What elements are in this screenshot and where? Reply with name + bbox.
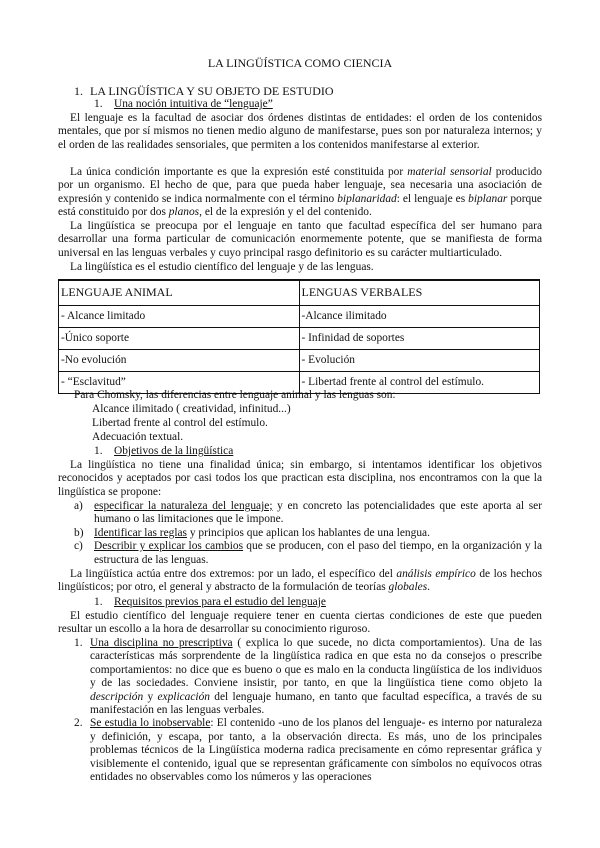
text-run: del lenguaje humano, en tanto que facultad específica, a través de su manifestación en las lenguas verbales.: [90, 690, 542, 717]
section-title: LA LINGÜÍSTICA Y SU OBJETO DE ESTUDIO: [90, 84, 334, 98]
list-marker: a): [74, 500, 83, 512]
paragraph-expresion: [58, 166, 542, 220]
list-marker: c): [74, 540, 83, 553]
italic-term: análisis empírico: [396, 568, 476, 580]
table-row: [59, 328, 540, 350]
section-number: 1.: [74, 84, 83, 98]
underlined-term: Describir y explicar los cambios: [94, 540, 244, 553]
subsection-number: 1.: [94, 445, 103, 457]
text-run: ( explica lo que sucede, no dicta comportamientos). Una de las características más sorprendente de la lingüística radica en que esta no da consejos o prescribe comportamientos: no dice que es bueno o que es malo en la conducta lingüística de los individuos y de las sociedades. Conviene insistir, por tanto, en que la lingüística tiene como objeto la: [90, 637, 542, 690]
text-run: de los hechos lingüísticos; por otro, el general y abstracto de la formulación de teorías: [58, 568, 543, 594]
text-run: La lingüística actúa entre dos extremos: por un lado, el específico del: [70, 568, 397, 580]
chomsky-item: Adecuación textual.: [92, 431, 184, 443]
text-run: .: [427, 581, 431, 594]
italic-term: explicación: [157, 690, 210, 703]
text-run: y en concreto las potencialidades que este aporta al ser humano o las limitaciones que le impone.: [94, 500, 542, 526]
table-row: [59, 306, 540, 328]
subsection-heading: [94, 98, 273, 111]
table-header: LENGUAS VERBALES: [299, 280, 540, 306]
subsection-title: Requisitos previos para el estudio del lenguaje: [114, 596, 326, 608]
italic-term: planos: [168, 206, 200, 219]
text-run: La única condición importante es que la expresión esté constituida por: [70, 166, 408, 178]
table-row: [59, 350, 540, 372]
text-run: y principios que aplican los hablantes de una lengua.: [186, 526, 430, 539]
comparison-table: [58, 279, 540, 394]
text-run: , el de la expresión y el del contenido.: [199, 206, 372, 219]
subsection-heading: [94, 445, 233, 458]
text-run: producido por un organismo. El hecho de que, para que pueda haber lenguaje, sea necesaria una asociación de expresión y contenido se indica normalmente con el término: [58, 166, 542, 205]
table-cell: - Infinidad de soportes: [299, 328, 540, 350]
requirements-list: [58, 637, 542, 784]
italic-term: globales: [388, 581, 428, 594]
section-heading: [74, 85, 334, 98]
subsection-title: Objetivos de la lingüística: [114, 445, 234, 457]
table-header-row: [59, 280, 540, 306]
italic-term: material sensorial: [407, 166, 492, 178]
text-run: : El contenido -uno de los planos del lenguaje- es interno por naturaleza y definición, y escapa, por tanto, a la observación directa. Es más, uno de los principales problemas técnicos de la Lingüística moderna radica precisamente en cómo representar gráfica y visiblemente el contenido, igual que se representan gráficamente con símbolos no equívocos otras entidades no observables como los números y las operaciones: [90, 717, 543, 784]
table-cell: - Evolución: [299, 350, 540, 372]
table-cell: -No evolución: [59, 350, 300, 372]
table-header: LENGUAJE ANIMAL: [59, 280, 300, 306]
text-run: : el lenguaje es: [396, 192, 469, 205]
paragraph-definicion-linguistica: La lingüística es el estudio científico del lenguaje y de las lenguas.: [70, 261, 374, 273]
list-marker: b): [74, 526, 84, 539]
chomsky-item: Alcance ilimitado ( creatividad, infinitud...): [92, 403, 291, 415]
list-marker: 2.: [74, 717, 83, 730]
subsection-heading: [94, 596, 326, 609]
table-cell: - Libertad frente al control del estímulo.: [299, 372, 540, 394]
table-cell: -Alcance ilimitado: [299, 306, 540, 328]
paragraph-objetivos: La lingüística no tiene una finalidad única; sin embargo, si intentamos identificar los objetivos reconocidos y aceptados por casi todos los que practican esta disciplina, nos encontramos con la que la lingüística se propone:: [58, 459, 542, 498]
text-run: porque está constituido por dos: [58, 192, 542, 219]
list-item: [58, 527, 542, 540]
subsection-number: 1.: [94, 596, 103, 608]
paragraph-extremos: [58, 568, 542, 595]
list-item: [58, 540, 542, 567]
table-cell: - “Esclavitud”: [59, 372, 300, 394]
subsection-number: 1.: [94, 98, 103, 110]
list-marker: 1.: [74, 637, 83, 649]
list-item: [58, 637, 542, 717]
underlined-term: Una disciplina no prescriptiva: [90, 637, 233, 649]
text-run: y: [143, 690, 158, 703]
underlined-term: especificar la naturaleza del lenguaje;: [94, 500, 273, 512]
chomsky-intro: Para Chomsky, las diferencias entre lenguaje animal y las lenguas son:: [74, 389, 396, 401]
chomsky-item: Libertad frente al control del estímulo.: [92, 417, 268, 429]
italic-term: biplanar: [468, 192, 508, 205]
table-cell: - Alcance limitado: [59, 306, 300, 328]
paragraph-requisitos: El estudio científico del lenguaje requiere tener en cuenta ciertas condiciones de este que pueden resultar un escollo a la hora de desarrollar su conocimiento riguroso.: [58, 610, 542, 636]
italic-term: descripción: [90, 690, 144, 703]
text-run: que se producen, con el paso del tiempo, en la organización y la estructura de las lenguas.: [94, 540, 542, 566]
subsection-title: Una noción intuitiva de “lenguaje”: [114, 98, 273, 110]
list-item: [58, 500, 542, 527]
underlined-term: Se estudia lo inobservable: [90, 717, 211, 730]
paragraph-lenguaje-definition: El lenguaje es la facultad de asociar dos órdenes distintas de entidades: el orden de los contenidos mentales, que por sí mismos no tienen medio alguno de manifestarse, pues son por naturaleza internos; y el orden de las realidades sensoriales, que permiten a los contenidos manifestarse al exterior.: [58, 112, 542, 151]
list-item: [58, 717, 542, 784]
paragraph-linguistica-facultad: La lingüística se preocupa por el lenguaje en tanto que facultad específica del ser humano para desarrollar una forma particular de comunicación enormemente potente, que se manifiesta de forma universal en las lenguas verbales y cuyo principal rasgo definitorio es su carácter multiarticulado.: [58, 220, 542, 259]
underlined-term: Identificar las reglas: [94, 526, 187, 539]
objectives-list: [58, 500, 542, 567]
document-title: LA LINGÜÍSTICA COMO CIENCIA: [207, 56, 393, 70]
italic-term: biplanaridad: [337, 192, 397, 205]
table-cell: -Único soporte: [59, 328, 300, 350]
